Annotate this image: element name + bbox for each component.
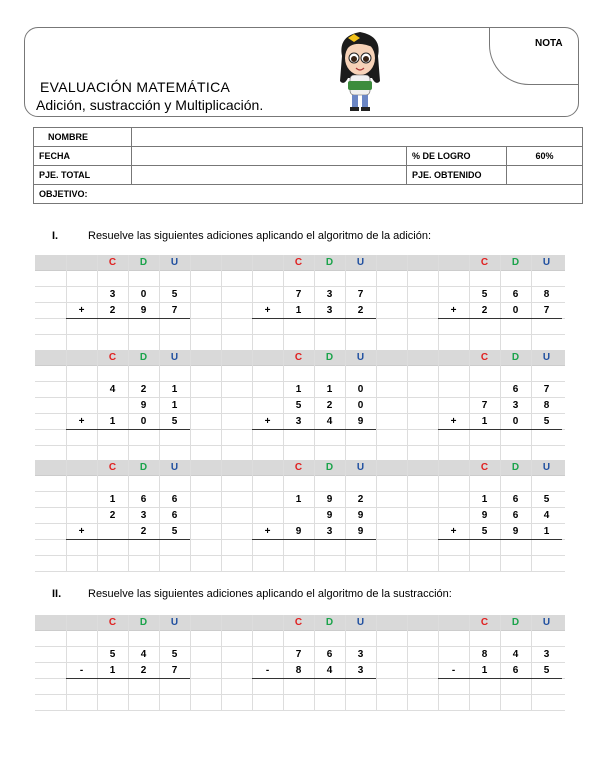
digit-cell: 2	[140, 384, 147, 395]
digit-cell: 8	[543, 289, 550, 300]
digit-cell: 6	[140, 494, 147, 505]
answer-cell[interactable]	[500, 679, 531, 695]
digit-cell: 1	[109, 416, 116, 427]
grid-column-line	[407, 255, 408, 351]
grid-column-line	[438, 350, 439, 462]
column-label-d: D	[139, 462, 148, 473]
answer-cell[interactable]	[314, 540, 345, 556]
column-label-c: C	[480, 257, 489, 268]
nombre-label: NOMBRE	[34, 128, 132, 147]
digit-cell: 0	[357, 384, 364, 395]
grid-column-line	[190, 460, 191, 572]
digit-cell: 3	[140, 510, 147, 521]
digit-cell: 2	[357, 494, 364, 505]
section-1-number: I.	[52, 230, 59, 242]
digit-cell: 6	[512, 494, 519, 505]
answer-cell[interactable]	[314, 430, 345, 446]
digit-cell: 3	[326, 526, 333, 537]
digit-cell: 5	[481, 526, 488, 537]
answer-cell[interactable]	[531, 679, 562, 695]
exercise-grid-3	[35, 460, 565, 572]
answer-cell[interactable]	[128, 430, 159, 446]
digit-cell: 7	[295, 289, 302, 300]
logro-label: % DE LOGRO	[407, 147, 507, 166]
column-label-c: C	[294, 257, 303, 268]
column-label-d: D	[139, 352, 148, 363]
digit-cell: 9	[140, 305, 147, 316]
column-label-d: D	[511, 352, 520, 363]
digit-cell: 5	[109, 649, 116, 660]
digit-cell: 1	[481, 665, 488, 676]
pje-total-field[interactable]	[132, 166, 407, 185]
digit-cell: 3	[512, 400, 519, 411]
column-label-d: D	[325, 617, 334, 628]
digit-cell: 3	[295, 416, 302, 427]
digit-cell: 5	[543, 494, 550, 505]
column-label-u: U	[356, 257, 365, 268]
page-title: EVALUACIÓN MATEMÁTICA	[40, 79, 231, 95]
digit-cell: 5	[171, 526, 178, 537]
digit-cell: 3	[357, 665, 364, 676]
student-info-table	[33, 127, 583, 204]
digit-cell: 7	[295, 649, 302, 660]
answer-cell[interactable]	[97, 430, 128, 446]
page-subtitle: Adición, sustracción y Multiplicación.	[36, 97, 264, 113]
column-label-c: C	[108, 617, 117, 628]
digit-cell: 7	[171, 665, 178, 676]
column-label-c: C	[294, 617, 303, 628]
grid-column-line	[376, 255, 377, 351]
digit-cell: 1	[109, 665, 116, 676]
digit-cell: 2	[109, 305, 116, 316]
column-label-c: C	[108, 352, 117, 363]
answer-cell[interactable]	[159, 540, 190, 556]
answer-cell[interactable]	[345, 540, 376, 556]
digit-cell: 4	[140, 649, 147, 660]
column-label-u: U	[542, 462, 551, 473]
column-label-d: D	[325, 352, 334, 363]
column-label-c: C	[480, 352, 489, 363]
column-label-u: U	[542, 257, 551, 268]
column-label-d: D	[139, 617, 148, 628]
digit-cell: 6	[171, 494, 178, 505]
digit-cell: 1	[295, 494, 302, 505]
digit-cell: 1	[295, 305, 302, 316]
answer-cell[interactable]	[500, 540, 531, 556]
answer-cell[interactable]	[97, 679, 128, 695]
digit-cell: 1	[109, 494, 116, 505]
grid-column-line	[221, 615, 222, 711]
digit-cell: 3	[543, 649, 550, 660]
column-label-c: C	[294, 352, 303, 363]
grid-column-line	[376, 350, 377, 462]
digit-cell: 8	[543, 400, 550, 411]
grid-column-line	[190, 615, 191, 711]
grid-column-line	[252, 460, 253, 572]
digit-cell: 7	[543, 384, 550, 395]
answer-cell[interactable]	[283, 540, 314, 556]
digit-cell: 6	[326, 649, 333, 660]
grid-row	[35, 556, 565, 572]
pje-obtenido-field[interactable]	[507, 166, 583, 185]
column-label-d: D	[511, 462, 520, 473]
digit-cell: 7	[171, 305, 178, 316]
digit-cell: 1	[171, 384, 178, 395]
column-label-u: U	[356, 352, 365, 363]
grid-row	[35, 335, 565, 351]
column-label-c: C	[294, 462, 303, 473]
answer-cell[interactable]	[469, 540, 500, 556]
column-label-u: U	[542, 352, 551, 363]
column-label-d: D	[139, 257, 148, 268]
grid-column-line	[190, 255, 191, 351]
digit-cell: 4	[326, 665, 333, 676]
section-2-number: II.	[52, 588, 62, 600]
answer-cell[interactable]	[128, 319, 159, 335]
digit-cell: 2	[357, 305, 364, 316]
digit-cell: 9	[512, 526, 519, 537]
digit-cell: 4	[109, 384, 116, 395]
answer-cell[interactable]	[345, 679, 376, 695]
answer-cell[interactable]	[531, 319, 562, 335]
answer-cell[interactable]	[128, 679, 159, 695]
answer-cell[interactable]	[469, 319, 500, 335]
objetivo-label: OBJETIVO:	[34, 185, 583, 204]
digit-cell: 9	[326, 510, 333, 521]
grid-column-line	[190, 350, 191, 462]
answer-cell[interactable]	[345, 430, 376, 446]
exercise-grid-1	[35, 255, 565, 351]
answer-cell[interactable]	[159, 319, 190, 335]
answer-cell[interactable]	[128, 540, 159, 556]
grid-row	[35, 695, 565, 711]
answer-cell[interactable]	[283, 319, 314, 335]
digit-cell: 5	[171, 416, 178, 427]
digit-cell: 7	[357, 289, 364, 300]
digit-cell: 4	[543, 510, 550, 521]
answer-cell[interactable]	[314, 679, 345, 695]
operator-sign: +	[78, 305, 85, 316]
section-2-text: Resuelve las siguientes adiciones aplicando el algoritmo de la sustracción:	[88, 588, 452, 600]
column-label-c: C	[108, 257, 117, 268]
grid-row	[35, 476, 565, 492]
answer-cell[interactable]	[500, 430, 531, 446]
operator-sign: -	[79, 665, 84, 676]
answer-cell[interactable]	[314, 319, 345, 335]
digit-cell: 0	[512, 416, 519, 427]
digit-cell: 9	[481, 510, 488, 521]
operator-sign: +	[264, 305, 271, 316]
digit-cell: 2	[140, 526, 147, 537]
grid-column-line	[438, 460, 439, 572]
digit-cell: 9	[295, 526, 302, 537]
logro-value: 60%	[507, 147, 583, 166]
column-label-c: C	[480, 462, 489, 473]
digit-cell: 6	[512, 289, 519, 300]
operator-sign: +	[264, 416, 271, 427]
operator-sign: +	[78, 416, 85, 427]
answer-cell[interactable]	[283, 679, 314, 695]
answer-cell[interactable]	[97, 540, 128, 556]
digit-cell: 1	[171, 400, 178, 411]
answer-cell[interactable]	[159, 679, 190, 695]
exercise-grid-4	[35, 615, 565, 711]
digit-cell: 2	[481, 305, 488, 316]
digit-cell: 5	[171, 649, 178, 660]
column-label-u: U	[170, 462, 179, 473]
column-label-c: C	[480, 617, 489, 628]
grid-column-line	[376, 615, 377, 711]
answer-cell[interactable]	[159, 430, 190, 446]
digit-cell: 1	[481, 494, 488, 505]
grid-column-line	[376, 460, 377, 572]
digit-cell: 0	[512, 305, 519, 316]
digit-cell: 3	[326, 289, 333, 300]
grid-column-line	[407, 615, 408, 711]
operator-sign: +	[450, 416, 457, 427]
column-label-u: U	[170, 257, 179, 268]
grid-row	[35, 366, 565, 382]
grid-column-line	[66, 460, 67, 572]
digit-cell: 0	[140, 289, 147, 300]
section-1-text: Resuelve las siguientes adiciones aplicando el algoritmo de la adición:	[88, 230, 432, 242]
digit-cell: 4	[512, 649, 519, 660]
answer-cell[interactable]	[283, 430, 314, 446]
grid-row	[35, 631, 565, 647]
digit-cell: 2	[326, 400, 333, 411]
column-label-u: U	[170, 352, 179, 363]
digit-cell: 6	[512, 510, 519, 521]
digit-cell: 0	[140, 416, 147, 427]
digit-cell: 8	[295, 665, 302, 676]
digit-cell: 1	[481, 416, 488, 427]
digit-cell: 9	[357, 416, 364, 427]
column-label-u: U	[170, 617, 179, 628]
operator-sign: +	[78, 526, 85, 537]
grid-column-line	[221, 255, 222, 351]
section-2-title	[52, 588, 452, 600]
operator-sign: +	[450, 305, 457, 316]
digit-cell: 5	[543, 416, 550, 427]
grid-column-line	[407, 350, 408, 462]
operator-sign: +	[450, 526, 457, 537]
answer-cell[interactable]	[97, 319, 128, 335]
fecha-label: FECHA	[34, 147, 132, 166]
answer-cell[interactable]	[500, 319, 531, 335]
operator-sign: -	[265, 665, 270, 676]
digit-cell: 2	[109, 510, 116, 521]
digit-cell: 3	[357, 649, 364, 660]
digit-cell: 1	[326, 384, 333, 395]
digit-cell: 5	[543, 665, 550, 676]
operator-sign: +	[264, 526, 271, 537]
column-label-u: U	[356, 462, 365, 473]
digit-cell: 2	[140, 665, 147, 676]
pje-obtenido-label: PJE. OBTENIDO	[407, 166, 507, 185]
digit-cell: 9	[140, 400, 147, 411]
column-label-d: D	[325, 257, 334, 268]
section-1-title	[52, 230, 431, 242]
digit-cell: 7	[481, 400, 488, 411]
digit-cell: 9	[357, 510, 364, 521]
girl-avatar-illustration	[330, 26, 390, 114]
digit-cell: 4	[326, 416, 333, 427]
answer-cell[interactable]	[531, 430, 562, 446]
column-label-c: C	[108, 462, 117, 473]
digit-cell: 3	[109, 289, 116, 300]
digit-cell: 6	[512, 665, 519, 676]
grid-column-line	[221, 460, 222, 572]
digit-cell: 1	[543, 526, 550, 537]
column-label-d: D	[325, 462, 334, 473]
grid-column-line	[66, 350, 67, 462]
operator-sign: -	[451, 665, 456, 676]
digit-cell: 0	[357, 400, 364, 411]
digit-cell: 6	[171, 510, 178, 521]
nombre-field[interactable]	[132, 128, 583, 147]
grid-column-line	[407, 460, 408, 572]
answer-cell[interactable]	[531, 540, 562, 556]
grid-row	[35, 271, 565, 287]
answer-cell[interactable]	[469, 679, 500, 695]
column-label-d: D	[511, 257, 520, 268]
grid-column-line	[252, 350, 253, 462]
digit-cell: 5	[481, 289, 488, 300]
digit-cell: 9	[357, 526, 364, 537]
nota-label: NOTA	[535, 38, 563, 49]
fecha-field[interactable]	[132, 147, 407, 166]
digit-cell: 1	[295, 384, 302, 395]
column-label-u: U	[356, 617, 365, 628]
digit-cell: 3	[326, 305, 333, 316]
digit-cell: 7	[543, 305, 550, 316]
digit-cell: 8	[481, 649, 488, 660]
digit-cell: 6	[512, 384, 519, 395]
answer-cell[interactable]	[469, 430, 500, 446]
answer-cell[interactable]	[345, 319, 376, 335]
pje-total-label: PJE. TOTAL	[34, 166, 132, 185]
digit-cell: 5	[295, 400, 302, 411]
column-label-d: D	[511, 617, 520, 628]
grid-column-line	[221, 350, 222, 462]
digit-cell: 5	[171, 289, 178, 300]
digit-cell: 9	[326, 494, 333, 505]
column-label-u: U	[542, 617, 551, 628]
exercise-grid-2	[35, 350, 565, 462]
